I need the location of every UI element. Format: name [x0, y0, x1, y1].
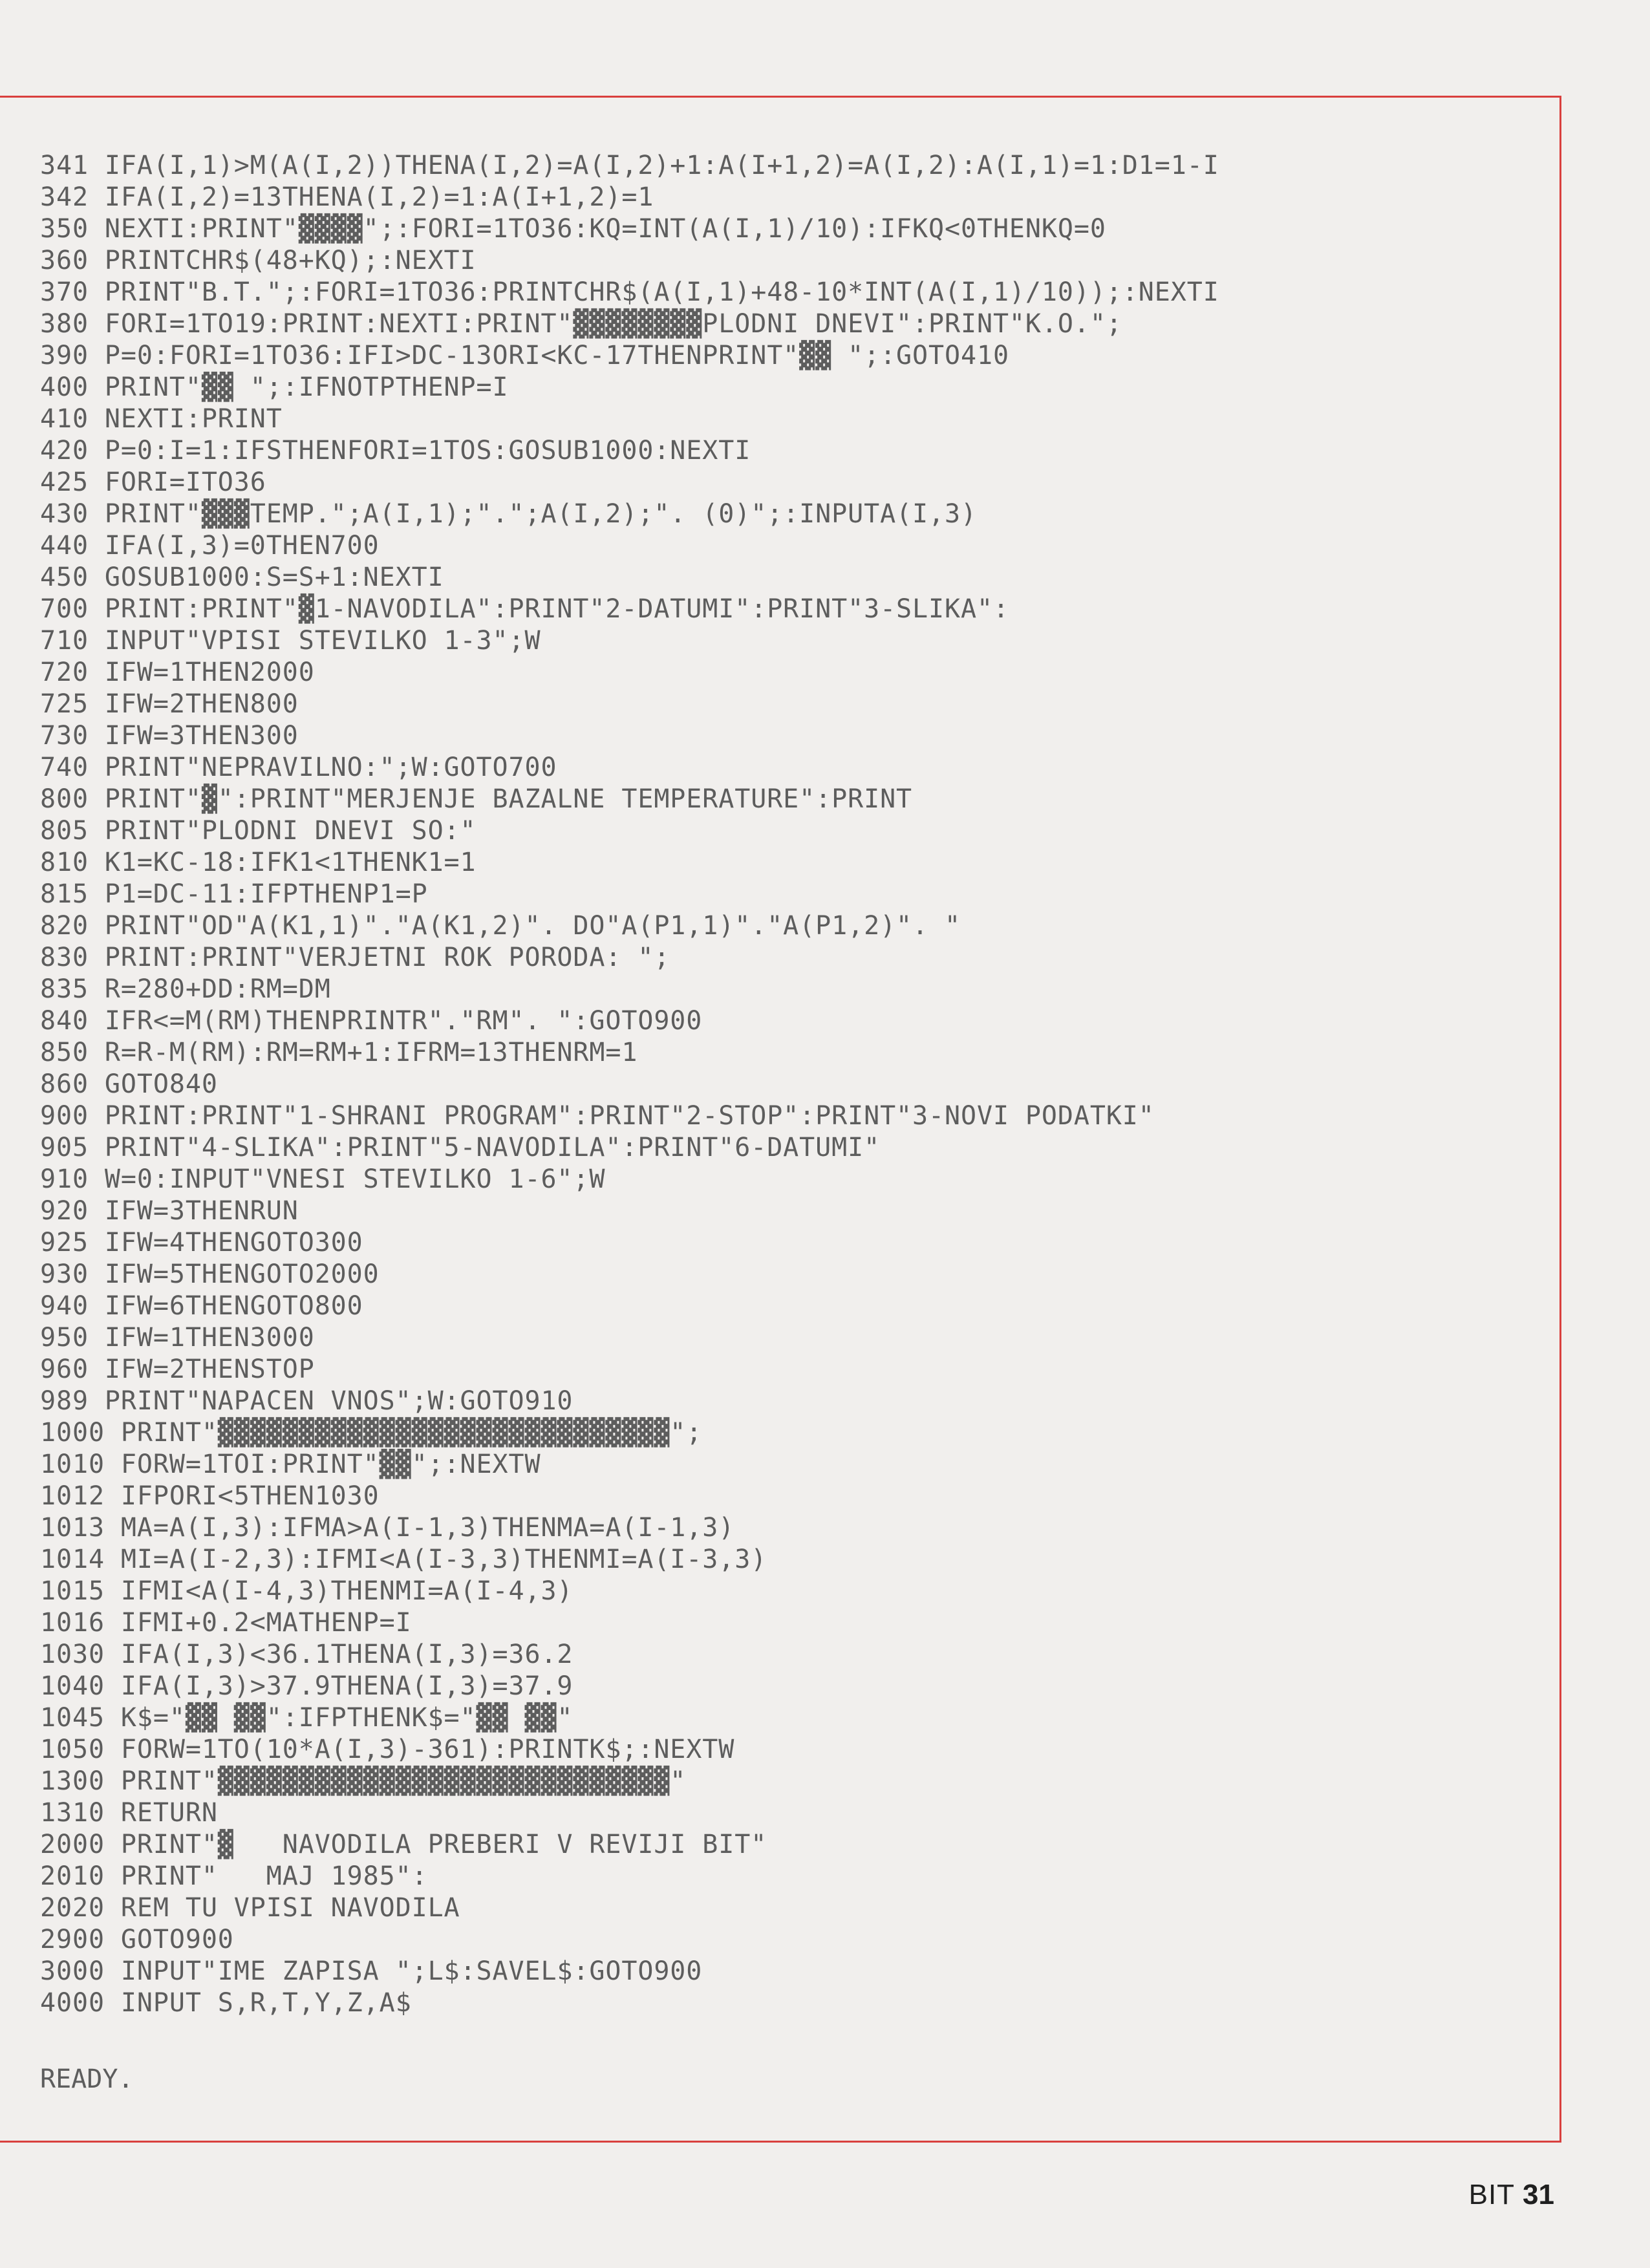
- code-line: 730 IFW=3THEN300: [40, 721, 299, 751]
- code-line: 830 PRINT:PRINT"VERJETNI ROK PORODA: ";: [40, 943, 670, 972]
- page-footer: [1469, 2179, 1554, 2211]
- code-line: 810 K1=KC-18:IFK1<1THENK1=1: [40, 848, 477, 877]
- code-line: 805 PRINT"PLODNI DNEVI SO:": [40, 816, 477, 846]
- code-line: 1045 K$="▓▓ ▓▓":IFPTHENK$="▓▓ ▓▓": [40, 1703, 573, 1733]
- page-number: 31: [1523, 2179, 1554, 2210]
- code-line: 800 PRINT"▓":PRINT"MERJENJE BAZALNE TEMPERATURE":PRINT: [40, 784, 913, 814]
- code-line: 925 IFW=4THENGOTO300: [40, 1228, 363, 1257]
- code-line: 1310 RETURN: [40, 1798, 218, 1828]
- code-line: 2010 PRINT" MAJ 1985":: [40, 1861, 428, 1891]
- code-line: 725 IFW=2THEN800: [40, 689, 299, 719]
- code-line: 989 PRINT"NAPACEN VNOS";W:GOTO910: [40, 1386, 573, 1416]
- code-line: 820 PRINT"OD"A(K1,1)"."A(K1,2)". DO"A(P1,1)"."A(P1,2)". ": [40, 911, 961, 941]
- code-line: 1030 IFA(I,3)<36.1THENA(I,3)=36.2: [40, 1640, 573, 1669]
- code-line: 950 IFW=1THEN3000: [40, 1323, 315, 1353]
- code-line: 1016 IFMI+0.2<MATHENP=I: [40, 1608, 412, 1638]
- code-line: 860 GOTO840: [40, 1069, 218, 1099]
- magazine-name: BIT: [1468, 2179, 1516, 2210]
- code-line: 350 NEXTI:PRINT"▓▓▓▓";:FORI=1TO36:KQ=INT(A(I,1)/10):IFKQ<0THENKQ=0: [40, 214, 1106, 244]
- code-line: 380 FORI=1TO19:PRINT:NEXTI:PRINT"▓▓▓▓▓▓▓▓PLODNI DNEVI":PRINT"K.O.";: [40, 309, 1122, 339]
- code-line: 900 PRINT:PRINT"1-SHRANI PROGRAM":PRINT"2-STOP":PRINT"3-NOVI PODATKI": [40, 1101, 1155, 1131]
- code-line: 710 INPUT"VPISI STEVILKO 1-3";W: [40, 626, 541, 656]
- code-line: 960 IFW=2THENSTOP: [40, 1354, 315, 1384]
- code-line: 910 W=0:INPUT"VNESI STEVILKO 1-6";W: [40, 1164, 606, 1194]
- code-line: 1014 MI=A(I-2,3):IFMI<A(I-3,3)THENMI=A(I-3,3): [40, 1545, 767, 1574]
- code-line: 450 GOSUB1000:S=S+1:NEXTI: [40, 562, 444, 592]
- code-line: 1013 MA=A(I,3):IFMA>A(I-1,3)THENMA=A(I-1,3): [40, 1513, 735, 1543]
- code-line: 815 P1=DC-11:IFPTHENP1=P: [40, 879, 428, 909]
- code-line: 2020 REM TU VPISI NAVODILA: [40, 1893, 460, 1923]
- code-line: 410 NEXTI:PRINT: [40, 404, 283, 434]
- code-line: 1040 IFA(I,3)>37.9THENA(I,3)=37.9: [40, 1671, 573, 1701]
- code-line: 390 P=0:FORI=1TO36:IFI>DC-13ORI<KC-17THENPRINT"▓▓ ";:GOTO410: [40, 341, 1009, 370]
- code-line: 920 IFW=3THENRUN: [40, 1196, 299, 1226]
- ready-prompt: READY.: [40, 2064, 134, 2094]
- code-line: 370 PRINT"B.T.";:FORI=1TO36:PRINTCHR$(A(I,1)+48-10*INT(A(I,1)/10));:NEXTI: [40, 277, 1219, 307]
- basic-program-listing: [40, 150, 1219, 2019]
- code-line: 1050 FORW=1TO(10*A(I,3)-361):PRINTK$;:NEXTW: [40, 1735, 735, 1764]
- code-line: 342 IFA(I,2)=13THENA(I,2)=1:A(I+1,2)=1: [40, 182, 654, 212]
- code-line: 840 IFR<=M(RM)THENPRINTR"."RM". ":GOTO900: [40, 1006, 703, 1036]
- code-line: 940 IFW=6THENGOTO800: [40, 1291, 363, 1321]
- code-line: 440 IFA(I,3)=0THEN700: [40, 531, 380, 561]
- code-line: 2900 GOTO900: [40, 1925, 234, 1954]
- code-line: 425 FORI=ITO36: [40, 467, 266, 497]
- code-line: 360 PRINTCHR$(48+KQ);:NEXTI: [40, 246, 477, 275]
- code-line: 1300 PRINT"▓▓▓▓▓▓▓▓▓▓▓▓▓▓▓▓▓▓▓▓▓▓▓▓▓▓▓▓": [40, 1766, 687, 1796]
- code-line: 400 PRINT"▓▓ ";:IFNOTPTHENP=I: [40, 372, 509, 402]
- code-line: 341 IFA(I,1)>M(A(I,2))THENA(I,2)=A(I,2)+1:A(I+1,2)=A(I,2):A(I,1)=1:D1=1-I: [40, 151, 1219, 180]
- code-line: 930 IFW=5THENGOTO2000: [40, 1259, 380, 1289]
- code-line: 1000 PRINT"▓▓▓▓▓▓▓▓▓▓▓▓▓▓▓▓▓▓▓▓▓▓▓▓▓▓▓▓";: [40, 1418, 703, 1448]
- code-line: 740 PRINT"NEPRAVILNO:";W:GOTO700: [40, 753, 557, 782]
- code-line: 905 PRINT"4-SLIKA":PRINT"5-NAVODILA":PRINT"6-DATUMI": [40, 1133, 881, 1162]
- code-line: 850 R=R-M(RM):RM=RM+1:IFRM=13THENRM=1: [40, 1038, 638, 1067]
- code-line: 700 PRINT:PRINT"▓1-NAVODILA":PRINT"2-DATUMI":PRINT"3-SLIKA":: [40, 594, 1009, 624]
- code-line: 430 PRINT"▓▓▓TEMP.";A(I,1);".";A(I,2);". (0)";:INPUTA(I,3): [40, 499, 977, 529]
- code-line: 420 P=0:I=1:IFSTHENFORI=1TOS:GOSUB1000:NEXTI: [40, 436, 751, 465]
- code-line: 2000 PRINT"▓ NAVODILA PREBERI V REVIJI BIT": [40, 1830, 767, 1859]
- code-line: 835 R=280+DD:RM=DM: [40, 974, 331, 1004]
- code-line: 1015 IFMI<A(I-4,3)THENMI=A(I-4,3): [40, 1576, 573, 1606]
- code-line: 1010 FORW=1TOI:PRINT"▓▓";:NEXTW: [40, 1450, 541, 1479]
- code-line: 720 IFW=1THEN2000: [40, 658, 315, 687]
- code-line: 1012 IFPORI<5THEN1030: [40, 1481, 380, 1511]
- code-line: 4000 INPUT S,R,T,Y,Z,A$: [40, 1988, 412, 2018]
- code-line: 3000 INPUT"IME ZAPISA ";L$:SAVEL$:GOTO900: [40, 1956, 703, 1986]
